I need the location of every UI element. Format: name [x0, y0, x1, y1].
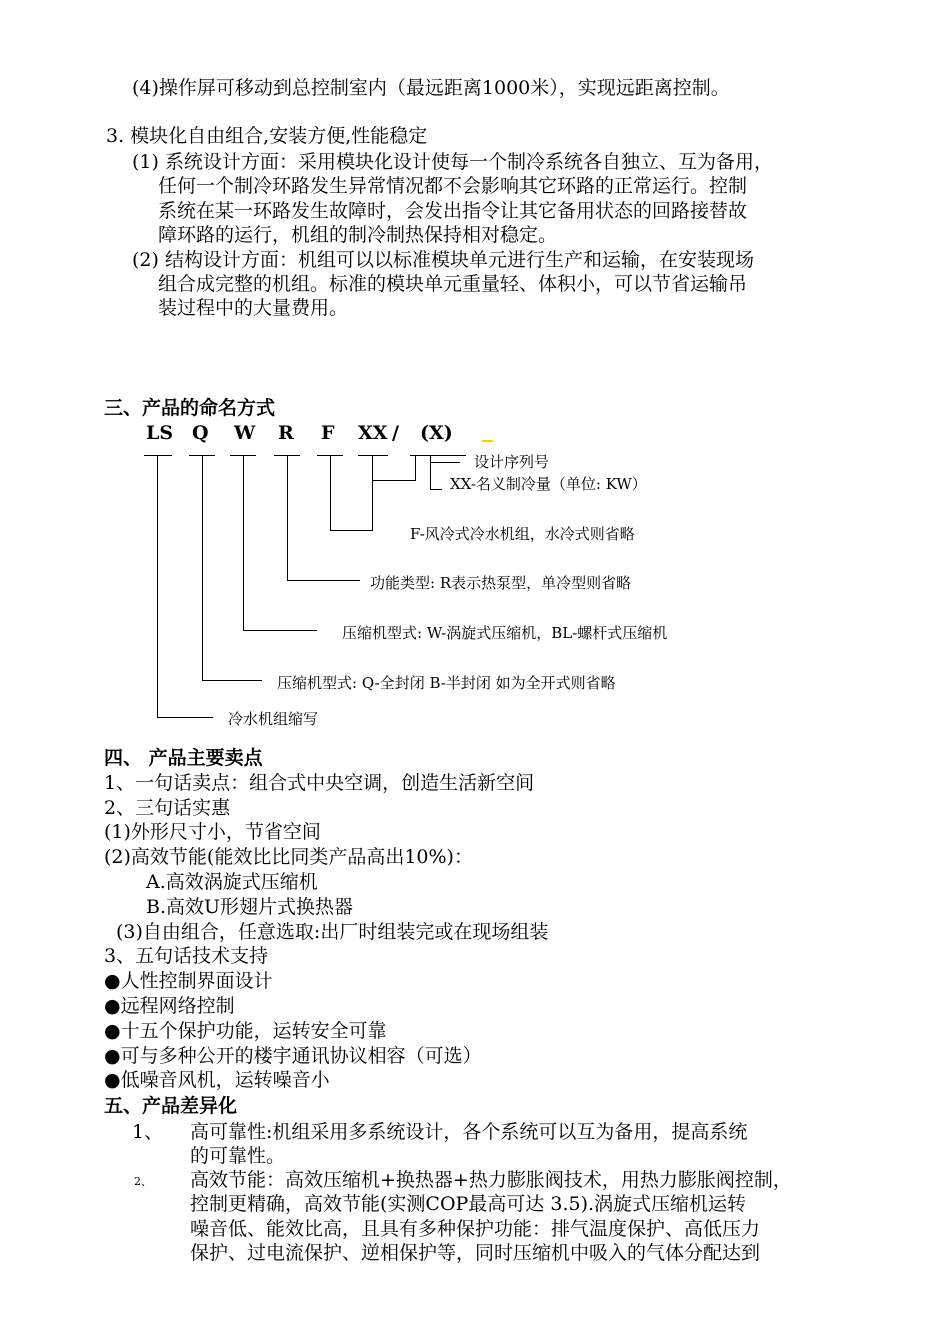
- selling-point-2-2: (2)高效节能(能效比比同类产品高出10%)：: [104, 846, 473, 868]
- label-capacity: XX-名义制冷量（单位: KW）: [450, 475, 647, 493]
- bullet-item: ●低噪音风机，运转噪音小: [104, 1069, 330, 1091]
- code-xx: XX: [358, 422, 388, 444]
- label-compressor-form: 压缩机型式: Q-全封闭 B-半封闭 如为全开式则省略: [277, 674, 616, 692]
- section-3-item-1-line: (1) 系统设计方面：采用模块化设计使每一个制冷系统各自独立、互为备用，: [132, 151, 773, 173]
- bullet-item: ●远程网络控制: [104, 995, 235, 1017]
- selling-point-2-3: (3)自由组合，任意选取:出厂时组装完或在现场组装: [116, 921, 549, 943]
- section-3-item-1-line: 系统在某一环路发生故障时，会发出指令让其它备用状态的回路接替故: [158, 200, 748, 222]
- diff-paragraph-2-line: 控制更精确，高效节能(实测COP最高可达 3.5).涡旋式压缩机运转: [190, 1193, 747, 1215]
- connector-f: [330, 456, 331, 530]
- connector-unit-arm: [157, 717, 213, 718]
- connector-cform-arm: [202, 680, 262, 681]
- code-slash: /: [392, 422, 399, 444]
- code-q: Q: [192, 422, 209, 444]
- code-underline: [358, 455, 388, 456]
- section-3-title: 3. 模块化自由组合,安装方便,性能稳定: [106, 125, 428, 147]
- section-3-item-1-line: 任何一个制冷环路发生异常情况都不会影响其它环路的正常运行。控制: [158, 175, 748, 197]
- diff-paragraph-2-line: 高效节能：高效压缩机+换热器+热力膨胀阀技术，用热力膨胀阀控制，: [190, 1169, 792, 1191]
- code-underline: [144, 455, 172, 456]
- connector-w: [243, 456, 244, 630]
- code-underline: [410, 455, 466, 456]
- label-function: 功能类型: R表示热泵型，单冷型则省略: [370, 574, 632, 592]
- connector-ls: [157, 456, 158, 718]
- label-unit: 冷水机组缩写: [228, 710, 319, 728]
- selling-point-1: 1、一句话卖点：组合式中央空调，创造生活新空间: [104, 772, 535, 794]
- connector-r: [287, 456, 288, 580]
- diff-number-2: 2、: [134, 1175, 152, 1188]
- code-w: W: [234, 422, 256, 444]
- selling-point-2-1: (1)外形尺寸小，节省空间: [104, 821, 321, 843]
- bullet-item: ●可与多种公开的楼宇通讯协议相容（可选）: [104, 1045, 482, 1067]
- connector-ctype-arm: [243, 630, 317, 631]
- selling-point-2-2b: B.高效U形翅片式换热器: [146, 896, 354, 918]
- connector-q: [202, 456, 203, 680]
- selling-heading: 四、 产品主要卖点: [104, 747, 263, 769]
- selling-point-3: 3、五句话技术支持: [104, 945, 269, 967]
- label-compressor-type: 压缩机型式: W-涡旋式压缩机，BL-螺杆式压缩机: [342, 624, 668, 642]
- diff-paragraph-1-line: 高可靠性:机组采用多系统设计，各个系统可以互为备用，提高系统: [190, 1121, 748, 1143]
- code-x: (X): [420, 422, 453, 444]
- diff-paragraph-1-line: 的可靠性。: [190, 1145, 286, 1167]
- yellow-underline-mark: [482, 440, 493, 442]
- bullet-item: ●人性控制界面设计: [104, 970, 273, 992]
- connector-capacity-arm: [430, 489, 442, 490]
- diff-paragraph-2-line: 噪音低、能效比高，且具有多种保护功能：排气温度保护、高低压力: [190, 1218, 761, 1240]
- label-air-cooled: F-风冷式冷水机组，水冷式则省略: [410, 525, 635, 543]
- selling-point-2-2a: A.高效涡旋式压缩机: [146, 871, 318, 893]
- connector-xx: [372, 456, 373, 530]
- intro-line-4: (4)操作屏可移动到总控制室内（最远距离1000米），实现远距离控制。: [132, 77, 730, 99]
- section-3-item-1-line: 障环路的运行，机组的制冷制热保持相对稳定。: [158, 224, 558, 246]
- connector-xx-branch: [372, 480, 416, 481]
- bullet-item: ●十五个保护功能，运转安全可靠: [104, 1020, 387, 1042]
- section-3-item-2-line: (2) 结构设计方面：机组可以以标准模块单元进行生产和运输，在安装现场: [132, 249, 754, 271]
- code-r: R: [278, 422, 294, 444]
- selling-point-2: 2、三句话实惠: [104, 797, 231, 819]
- diff-paragraph-2-line: 保护、过电流保护、逆相保护等，同时压缩机中吸入的气体分配达到: [190, 1242, 761, 1264]
- section-3-item-2-line: 装过程中的大量费用。: [158, 297, 349, 319]
- section-3-item-2-line: 组合成完整的机组。标准的模块单元重量轻、体积小，可以节省运输吊: [158, 273, 748, 295]
- code-f: F: [321, 422, 335, 444]
- connector-slash: [415, 456, 416, 481]
- connector-serial-arm: [430, 462, 460, 463]
- connector-air-arm: [330, 530, 373, 531]
- naming-heading: 三、产品的命名方式: [104, 397, 276, 419]
- code-ls: LS: [146, 422, 174, 444]
- connector-function-arm: [287, 580, 360, 581]
- label-serial: 设计序列号: [474, 453, 550, 471]
- diff-number-1: 1、: [132, 1121, 164, 1143]
- diff-heading: 五、产品差异化: [104, 1095, 238, 1117]
